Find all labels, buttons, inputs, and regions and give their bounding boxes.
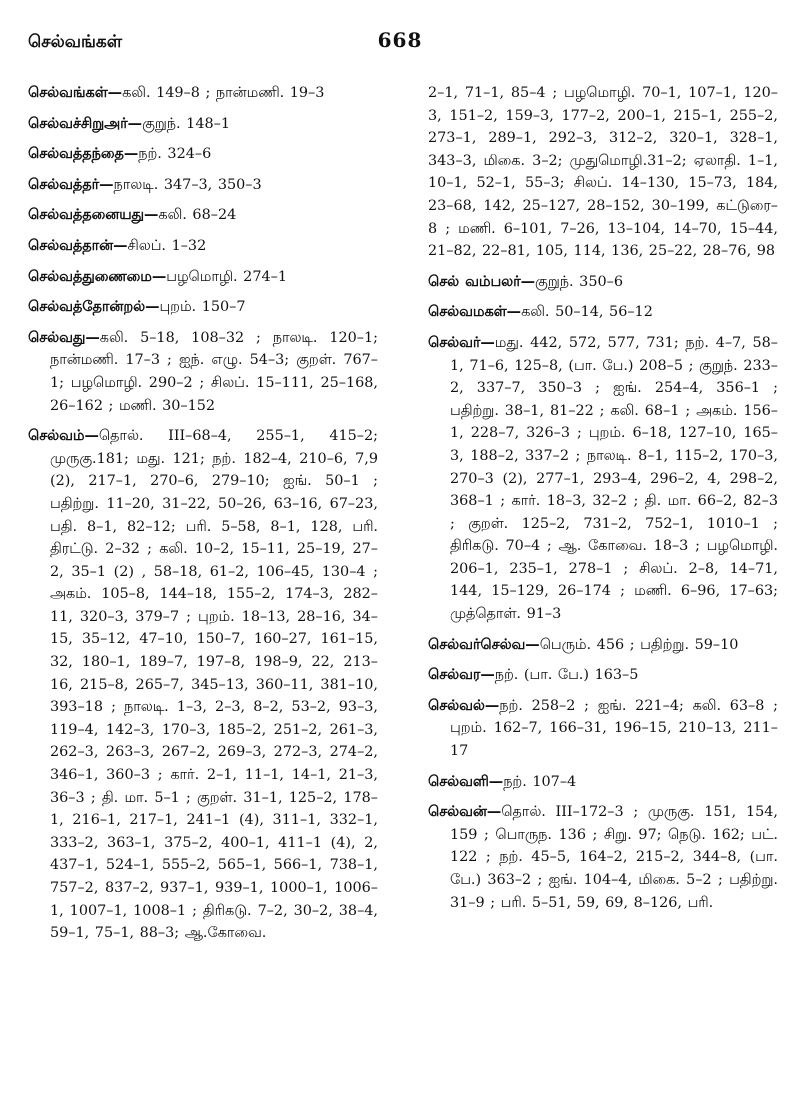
- entry-headword: செல் வம்பலர்—: [428, 273, 536, 290]
- entry-headword: செல்வன்—: [428, 804, 502, 821]
- entry-references: கலி. 68–24: [158, 207, 237, 224]
- left-column: [28, 82, 378, 953]
- index-entry: [28, 327, 378, 417]
- index-entry: [428, 801, 778, 914]
- index-entry: [28, 174, 378, 197]
- index-entry: [428, 332, 778, 626]
- index-entry: [28, 425, 378, 945]
- entry-headword: செல்வர்செல்வ—: [428, 636, 540, 653]
- index-entry: [428, 695, 778, 763]
- entry-references: பழமொழி. 274–1: [166, 268, 287, 285]
- entry-references: பெரும். 456 ; பதிற்று. 59–10: [539, 636, 739, 653]
- entry-references: கலி. 149–8 ; நான்மணி. 19–3: [122, 85, 325, 101]
- page-header: [28, 6, 772, 62]
- entry-headword: செல்வத்தான்—: [28, 237, 128, 254]
- index-entry: [428, 301, 778, 324]
- entry-references: கலி. 5–18, 108–32 ; நாலடி. 120–1; நான்மணி. 17–3 ; ஐந். எழு. 54–3; குறள். 767–1; பழமொழி. 290–2 ; சிலப். 15–111, 25–168, 26–162 ; மணி. 30–152: [50, 329, 378, 414]
- entry-references: நற். (பா. பே.) 163–5: [494, 667, 639, 684]
- index-entry: [28, 143, 378, 166]
- index-entry: [428, 82, 778, 263]
- entry-references: சிலப். 1–32: [127, 237, 207, 254]
- index-entry: [428, 771, 778, 794]
- right-column: [428, 82, 778, 922]
- entry-references: மது. 442, 572, 577, 731; நற். 4–7, 58–1, 71–6, 125–8, (பா. பே.) 208–5 ; குறுந். 233–2, 337–7, 350–3 ; ஐங். 254–4, 356–1 ; பதிற்று. 38–1, 81–22 ; கலி. 68–1 ; அகம். 156–1, 228–7, 326–3 ; புறம். 6–18, 127–10, 165–3, 188–2, 337–2 ; நாலடி. 8–1, 115–2, 170–3, 270–3 (2), 277–1, 293–4, 296–2, 4, 298–2, 368–1 ; கார். 18–3, 32–2 ; தி. மா. 66–2, 82–3 ; குறள். 125–2, 731–2, 752–1, 1010–1 ; திரிகடு. 70–4 ; ஆ. கோவை. 18–3 ; பழமொழி. 206–1, 235–1, 278–1 ; சிலப். 2–8, 14–71, 144, 15–129, 26–174 ; மணி. 6–96, 17–63; முத்தொள். 91–3: [450, 334, 778, 623]
- entry-references: நற். 258–2 ; ஐங். 221–4; கலி. 63–8 ; புறம். 162–7, 166–31, 196–15, 210–13, 211–17: [450, 697, 778, 760]
- index-entry: [428, 634, 778, 657]
- index-entry: [28, 235, 378, 258]
- entry-headword: செல்வத்துணைமை—: [28, 268, 167, 285]
- index-entry: [428, 664, 778, 687]
- entry-references: தொல். III–172–3 ; முருகு. 151, 154, 159 ; பொருந. 136 ; சிறு. 97; நெடு. 162; பட். 122 ; நற். 45–5, 164–2, 215–2, 344–8, (பா. பே.) 363–2 ; ஐங். 104–4, மிகை. 5–2 ; பதிற்று. 31–9 ; பரி. 5–51, 59, 69, 8–126, பரி.: [450, 804, 778, 911]
- entry-references: புறம். 150–7: [159, 299, 246, 316]
- index-entry: [28, 204, 378, 227]
- entry-references: நற். 107–4: [503, 773, 577, 790]
- entry-headword: செல்வம்—: [28, 428, 99, 445]
- index-entry: [428, 271, 778, 294]
- entry-headword: செல்வத்தர்—: [28, 176, 114, 193]
- entry-headword: செல்வத்தனையது—: [28, 207, 159, 224]
- entry-references: குறுந். 148–1: [142, 115, 230, 132]
- entry-headword: செல்வல்—: [428, 697, 500, 714]
- page-number: 668: [377, 28, 423, 52]
- entry-references: நாலடி. 347–3, 350–3: [113, 176, 262, 193]
- entry-headword: செல்வங்கள்—: [28, 85, 123, 101]
- index-entry: [28, 113, 378, 136]
- entry-references: தொல். III–68–4, 255–1, 415–2; முருகு.181; மது. 121; நற். 182–4, 210–6, 7,9 (2), 217–1, 270–6, 279–10; ஐங். 50–1 ; பதிற்று. 11–20, 31–22, 50–26, 63–16, 67–23, பதி. 8–1, 82–12; பரி. 5–58, 8–1, 128, பரி. திரட்டு. 2–32 ; கலி. 10–2, 15–11, 25–19, 27–2, 35–1 (2) , 58–18, 61–2, 106–45, 130–4 ; அகம். 105–8, 144–18, 155–2, 174–3, 282–11, 320–3, 379–7 ; புறம். 18–13, 28–16, 34–15, 35–12, 47–10, 150–7, 160–27, 161–15, 32, 180–1, 189–7, 197–8, 198–9, 22, 213–16, 215–8, 265–7, 345–13, 360–11, 381–10, 393–18 ; நாலடி. 1–3, 2–3, 8–2, 53–2, 93–3, 119–4, 142–3, 170–3, 185–2, 251–2, 261–3, 262–3, 263–3, 267–2, 269–3, 272–3, 274–2, 346–1, 360–3 ; கார். 2–1, 11–1, 14–1, 21–3, 36–3 ; தி. மா. 5–1 ; குறள். 31–1, 125–2, 178–1, 216–1, 217–1, 241–1 (4), 311–1, 332–1, 333–2, 363–1, 375–2, 400–1, 411–1 (4), 2, 437–1, 524–1, 555–2, 565–1, 566–1, 738–1, 757–2, 837–2, 937–1, 939–1, 1000–1, 1006–1, 1007–1, 1008–1 ; திரிகடு. 7–2, 30–2, 38–4, 59–1, 75–1, 88–3; ஆ.கோவை.: [50, 428, 378, 942]
- index-entry: [28, 266, 378, 289]
- entry-references: நற். 324–6: [138, 146, 212, 163]
- entry-references: கலி. 50–14, 56–12: [521, 304, 653, 321]
- entry-headword: செல்வளி—: [428, 773, 504, 790]
- entry-headword: செல்வர்—: [428, 334, 495, 351]
- index-entry: [28, 296, 378, 319]
- entry-headword: செல்வத்தந்தை—: [28, 146, 139, 163]
- entry-headword: செல்வது—: [28, 329, 100, 346]
- entry-headword: செல்வர—: [428, 667, 495, 684]
- entry-references: குறுந். 350–6: [535, 273, 623, 290]
- entry-headword: செல்வச்சிறுஅர்—: [28, 115, 143, 132]
- entry-headword: செல்வமகள்—: [428, 304, 522, 321]
- index-entry: [28, 82, 378, 105]
- running-head: செல்வங்கள்: [28, 32, 123, 52]
- entry-headword: செல்வத்தோன்றல்—: [28, 299, 160, 316]
- entry-references: 2–1, 71–1, 85–4 ; பழமொழி. 70–1, 107–1, 120–3, 151–2, 159–3, 177–2, 200–1, 215–1, 255–2, 273–1, 289–1, 292–3, 312–2, 320–1, 328–1, 343–3, மிகை. 3–2; முதுமொழி.31–2; ஏலாதி. 1–1, 10–1, 52–1, 55–3; சிலப். 14–130, 15–73, 184, 23–68, 142, 25–127, 28–152, 30–199, கட்டுரை–8 ; மணி. 6–101, 7–26, 13–104, 14–70, 15–44, 21–82, 22–81, 105, 114, 136, 25–22, 28–76, 98: [428, 85, 778, 260]
